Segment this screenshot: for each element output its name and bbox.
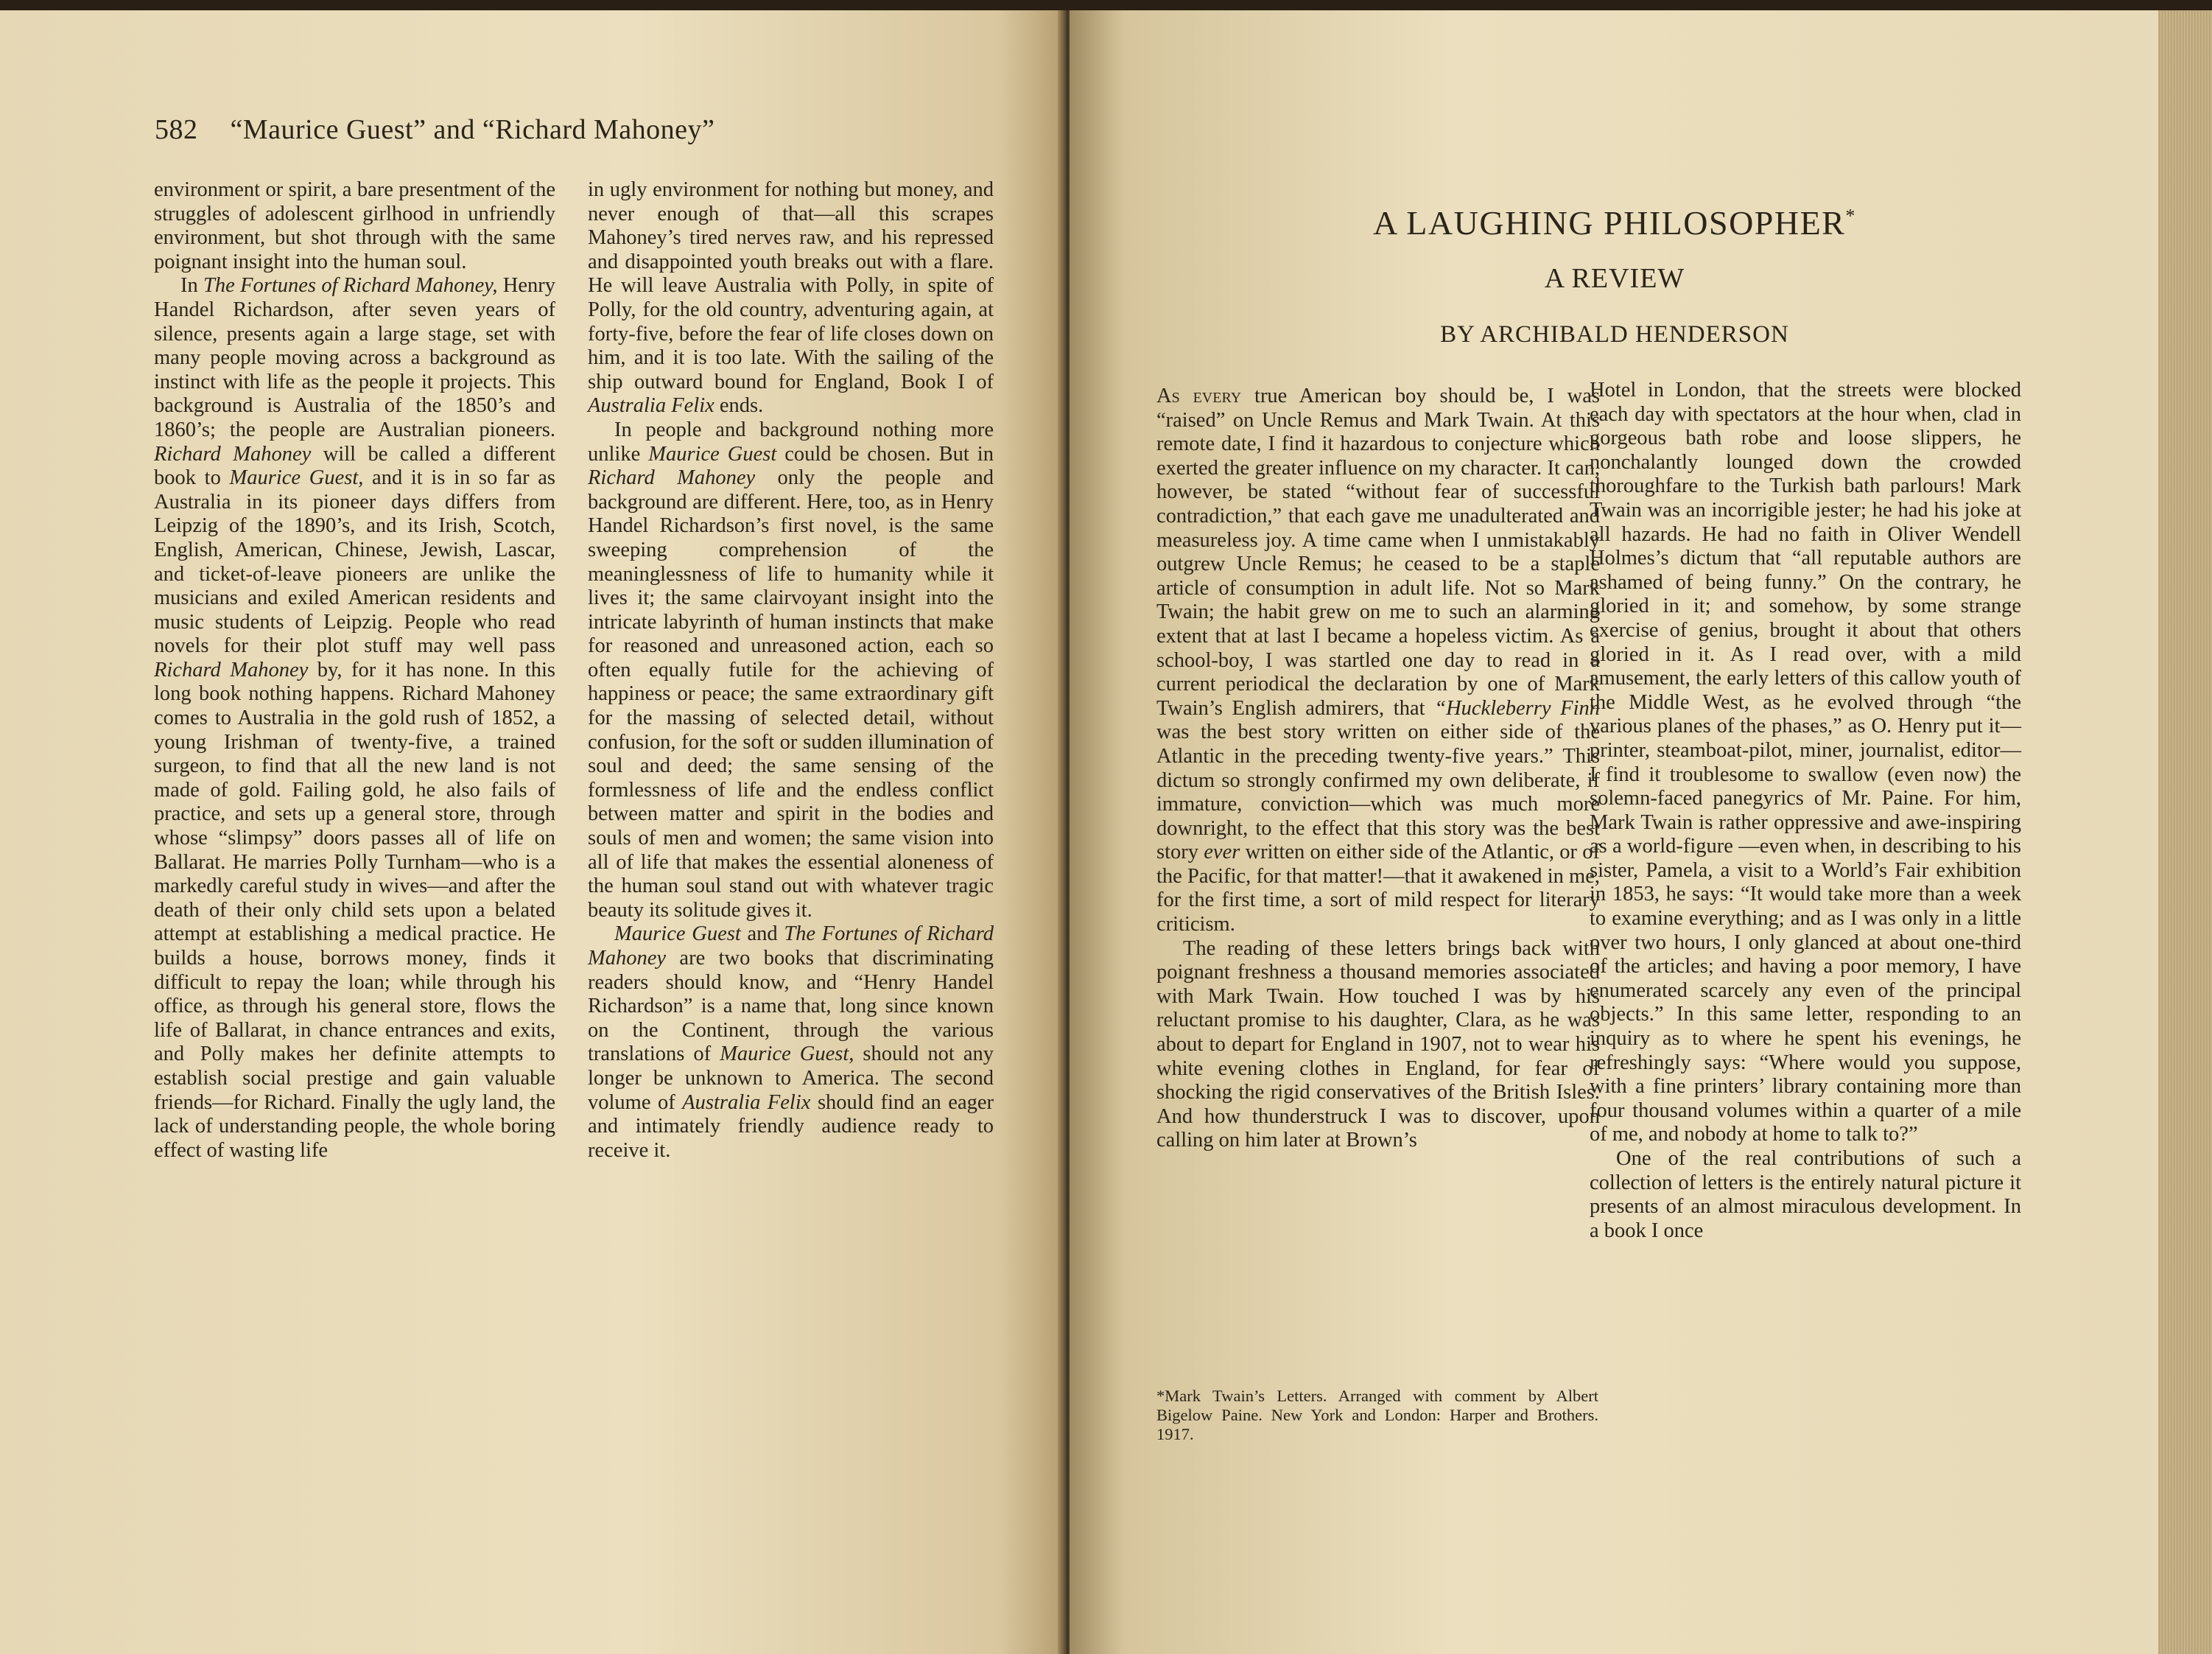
left-page-column-1 (154, 178, 555, 1163)
right-page (1070, 10, 2160, 1654)
page-number: 582 (155, 114, 198, 145)
running-head-title: “Maurice Guest” and “Richard Mahoney” (230, 114, 715, 145)
right-col1-paragraph-1: As every true American boy should be, I was “raised” on Uncle Remus and Mark Twain. At this remote date, I find it hazardous to conjecture which exerted the greater influence on my character. It can, however, be stated “without fear of successful contradiction,” that each gave me unadulterated and measureless joy. A time came when I unmistakably outgrew Uncle Remus; he ceased to be a staple article of consumption in adult life. Not so Mark Twain; the habit grew on me to such an alarming extent that at last I became a hopeless victim. As a school-boy, I was startled one day to read in a current periodical the declaration by one of Mark Twain’s English admirers, that “Huckleberry Finn was the best story written on either side of the Atlantic in the preceding twenty-five years.” This dictum so strongly confirmed my own deliberate, if immature, conviction—which was much more downright, to the effect that this story was the best story ever written on either side of the Atlantic, or of the Pacific, for that matter!—that it awakened in me, for the first time, a sort of mild respect for literary criticism. (1156, 385, 1601, 936)
left-page-column-2 (588, 178, 994, 1163)
right-col2-paragraph-2: One of the real contributions of such a collection of letters is the entirely natural picture it presents of an almost miraculous development. In a book I once (1590, 1147, 2021, 1242)
scan-border (0, 0, 2212, 10)
right-col2-paragraph-1: Hotel in London, that the streets were blocked each day with spectators at the hour when, clad in gorgeous bath robe and loose slippers, he nonchalantly lounged down the crowded thoroughfare to the Turkish bath parlours! Mark Twain was an incorrigible jester; he had his joke at all hazards. He had no faith in Oliver Wendell Holmes’s dictum that “all reputable authors are ashamed of being funny.” On the contrary, he gloried in it; and somehow, by some strange exercise of genius, brought it about that others gloried in it. As I read over, with a mild amusement, the early letters of this callow youth of the Middle West, as he evolved through “the various planes of the phases,” as O. Henry put it—printer, steamboat-pilot, miner, journalist, editor—I find it troublesome to swallow (even now) the solemn-faced panegyrics of Mr. Paine. For him, Mark Twain is rather oppressive and awe-inspiring as a world-figure —even when, in describing to his sister, Pamela, a visit to a World’s Fair exhibition in 1853, he says: “It would take more than a week to examine everything; and as I was only in a little over two hours, I only glanced at about one-third of the articles; and having a poor memory, I have enumerated scarcely any even of the principal objects.” In this same letter, responding to an inquiry as to where he spent his evenings, he refreshingly says: “Where would you suppose, with a fine printers’ library containing more than four thousand volumes within a quarter of a mile of me, and nobody at home to talk to?” (1590, 379, 2021, 1146)
article-byline: BY ARCHIBALD HENDERSON (1440, 321, 1789, 348)
left-page (0, 10, 1062, 1654)
right-col1-paragraph-2: The reading of these letters brings back with poignant freshness a thousand memories associated with Mark Twain. How touched I was by his reluctant promise to his daughter, Clara, as he was about to depart for England in 1907, not to wear his white evening clothes in England, for fear of shocking the rigid conservatives of the British Isles. And how thunderstruck I was to discover, upon calling on him later at Brown’s (1156, 936, 1600, 1152)
running-head (155, 113, 714, 146)
footnote: *Mark Twain’s Letters. Arranged with comment by Albert Bigelow Paine. New York and London: Harper and Brothers. 1917. (1156, 1387, 1598, 1443)
article-subtitle: A REVIEW (1544, 263, 1685, 294)
left-col1-paragraph-1: environment or spirit, a bare presentment of the struggles of adolescent girlhood in unfriendly environment, but shot through with the same poignant insight into the human soul. (154, 178, 555, 273)
right-page-column-1 (1156, 385, 1600, 1153)
left-col2-paragraph-3: Maurice Guest and The Fortunes of Richard Mahoney are two books that discriminating readers should know, and “Henry Handel Richardson” is a name that, long since known on the Continent, through the various translations of Maurice Guest, should not any longer be unknown to America. The second volume of Australia Felix should find an eager and intimately friendly audience ready to receive it. (588, 922, 994, 1162)
left-col1-paragraph-2: In The Fortunes of Richard Mahoney, Henry Handel Richardson, after seven years of silence, presents again a large stage, set with many people moving across a background as instinct with life as the people it projects. This background is Australia of the 1850’s and 1860’s; the people are Australian pioneers. Richard Mahoney will be called a different book to Maurice Guest, and it is in so far as Australia in its pioneer days differs from Leipzig of the 1890’s, and its Irish, Scotch, English, American, Chinese, Jewish, Lascar, and ticket-of-leave pioneers are unlike the musicians and exiled American residents and music students of Leipzig. People who read novels for their plot stuff may well pass Richard Mahoney by, for it has none. In this long book nothing happens. Richard Mahoney comes to Australia in the gold rush of 1852, a young Irishman of twenty-five, a trained surgeon, to find that all the new land is not made of gold. Failing gold, he also fails of practice, and sets up a general store, through whose “slimpsy” doors passes all of life on Ballarat. He marries Polly Turnham—who is a markedly careful study in wives—and after the death of their only child sets upon a belated attempt at establishing a medical practice. He builds a house, borrows money, finds it difficult to repay the loan; while through his office, as through his general store, flows the life of Ballarat, in chance entrances and exits, and Polly makes her definite attempts to establish social prestige and gain valuable friends—for Richard. Finally the ugly land, the lack of understanding people, the whole boring effect of wasting life (154, 274, 555, 1162)
left-col2-paragraph-2: In people and background nothing more unlike Maurice Guest could be chosen. But in Richard Mahoney only the people and background are different. Here, too, as in Henry Handel Richardson’s first novel, is the same sweeping comprehension of the meaninglessness of life to humanity while it lives it; the same clairvoyant insight into the intricate labyrinth of human instincts that make for reasoned and unreasoned action, each so often equally futile for the achieving of happiness or peace; the same extraordinary gift for the massing of selected detail, without confusion, for the soft or sudden illumination of soul and deed; the same sensing of the formlessness of life and the endless conflict between matter and spirit in the bodies and souls of men and women; the same vision into all of life that makes the essential aloneness of the human soul stand out with whatever tragic beauty its solitude gives it. (588, 418, 994, 922)
left-col2-paragraph-1: in ugly environment for nothing but money, and never enough of that—all this scrapes Mahoney’s tired nerves raw, and his repressed and disappointed youth breaks out with a flare. He will leave Australia with Polly, in spite of Polly, for the old country, adventuring again, at forty-five, before the fear of life closes down on him, and it is too late. With the sailing of the ship outward bound for England, Book I of Australia Felix ends. (588, 178, 994, 418)
article-title: A LAUGHING PHILOSOPHER* (1373, 204, 1856, 242)
right-page-column-2 (1590, 379, 2021, 1243)
page-edges (2158, 10, 2212, 1654)
footnote-mark: * (1845, 205, 1856, 227)
